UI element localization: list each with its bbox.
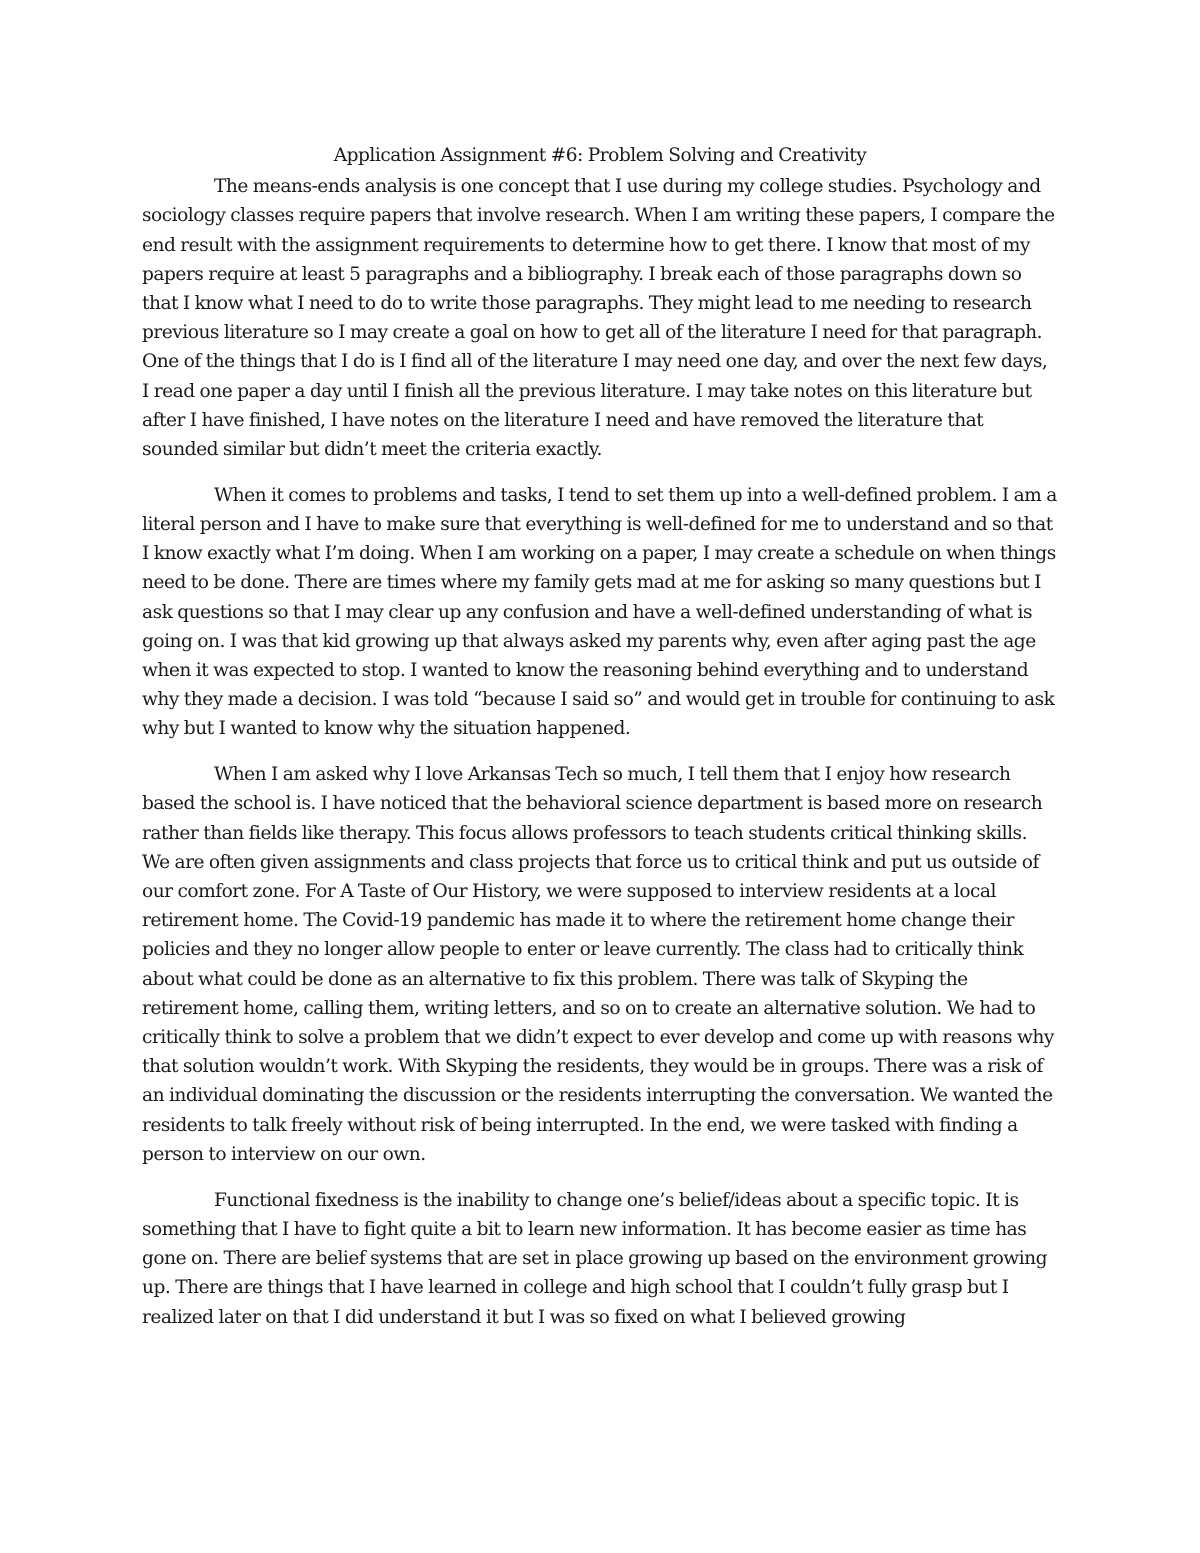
paragraph-functional-fixedness: Functional fixedness is the inability to change one’s belief/ideas about a specific topic. It is something that I have to fight quite a bit to learn new information. It has become easier as time has gone on. There are belief systems that are set in place growing up based on the environment growing up. There are things that I have learned in college and high school that I couldn’t fully grasp but I realized later on that I did understand it but I was so fixed on what I believed growing [142,1189,1048,1328]
paragraph-well-defined-problems: When it comes to problems and tasks, I tend to set them up into a well-defined problem. I am a literal person and I have to make sure that everything is well-defined for me to understand and so that I know exactly what I’m doing. When I am working on a paper, I may create a schedule on when things need to be done. There are times where my family gets mad at me for asking so many questions but I ask questions so that I may clear up any confusion and have a well-defined understanding of what is going on. I was that kid growing up that always asked my parents why, even after aging past the age when it was expected to stop. I wanted to know the reasoning behind everything and to understand why they made a decision. I was told “because I said so” and would get in trouble for continuing to ask why but I wanted to know why the situation happened. [142,484,1057,740]
document-title: Application Assignment #6: Problem Solving and Creativity [333,145,867,166]
document-body [142,141,1058,1348]
paragraph-means-ends-analysis: The means-ends analysis is one concept that I use during my college studies. Psychology and sociology classes require papers that involve research. When I am writing these papers, I compare the end result with the assignment requirements to determine how to get there. I know that most of my papers require at least 5 paragraphs and a bibliography. I break each of those paragraphs down so that I know what I need to do to write those paragraphs. They might lead to me needing to research previous literature so I may create a goal on how to get all of the literature I need for that paragraph. One of the things that I do is I find all of the literature I may need one day, and over the next few days, I read one paper a day until I finish all the previous literature. I may take notes on this literature but after I have finished, I have notes on the literature I need and have removed the literature that sounded similar but didn’t meet the criteria exactly. [142,176,1055,461]
paragraph-critical-thinking: When I am asked why I love Arkansas Tech so much, I tell them that I enjoy how research based the school is. I have noticed that the behavioral science department is based more on research rather than fields like therapy. This focus allows professors to teach students critical thinking skills. We are often given assignments and class projects that force us to critical think and put us outside of our comfort zone. For A Taste of Our History, we were supposed to interview residents at a local retirement home. The Covid-19 pandemic has made it to where the retirement home change their policies and they no longer allow people to enter or leave currently. The class had to critically think about what could be done as an alternative to fix this problem. There was talk of Skyping the retirement home, calling them, writing letters, and so on to create an alternative solution. We had to critically think to solve a problem that we didn’t expect to ever develop and come up with reasons why that solution wouldn’t work. With Skyping the residents, they would be in groups. There was a risk of an individual dominating the discussion or the residents interrupting the conversation. We wanted the residents to talk freely without risk of being interrupted. In the end, we were tasked with finding a person to interview on our own. [142,764,1054,1165]
